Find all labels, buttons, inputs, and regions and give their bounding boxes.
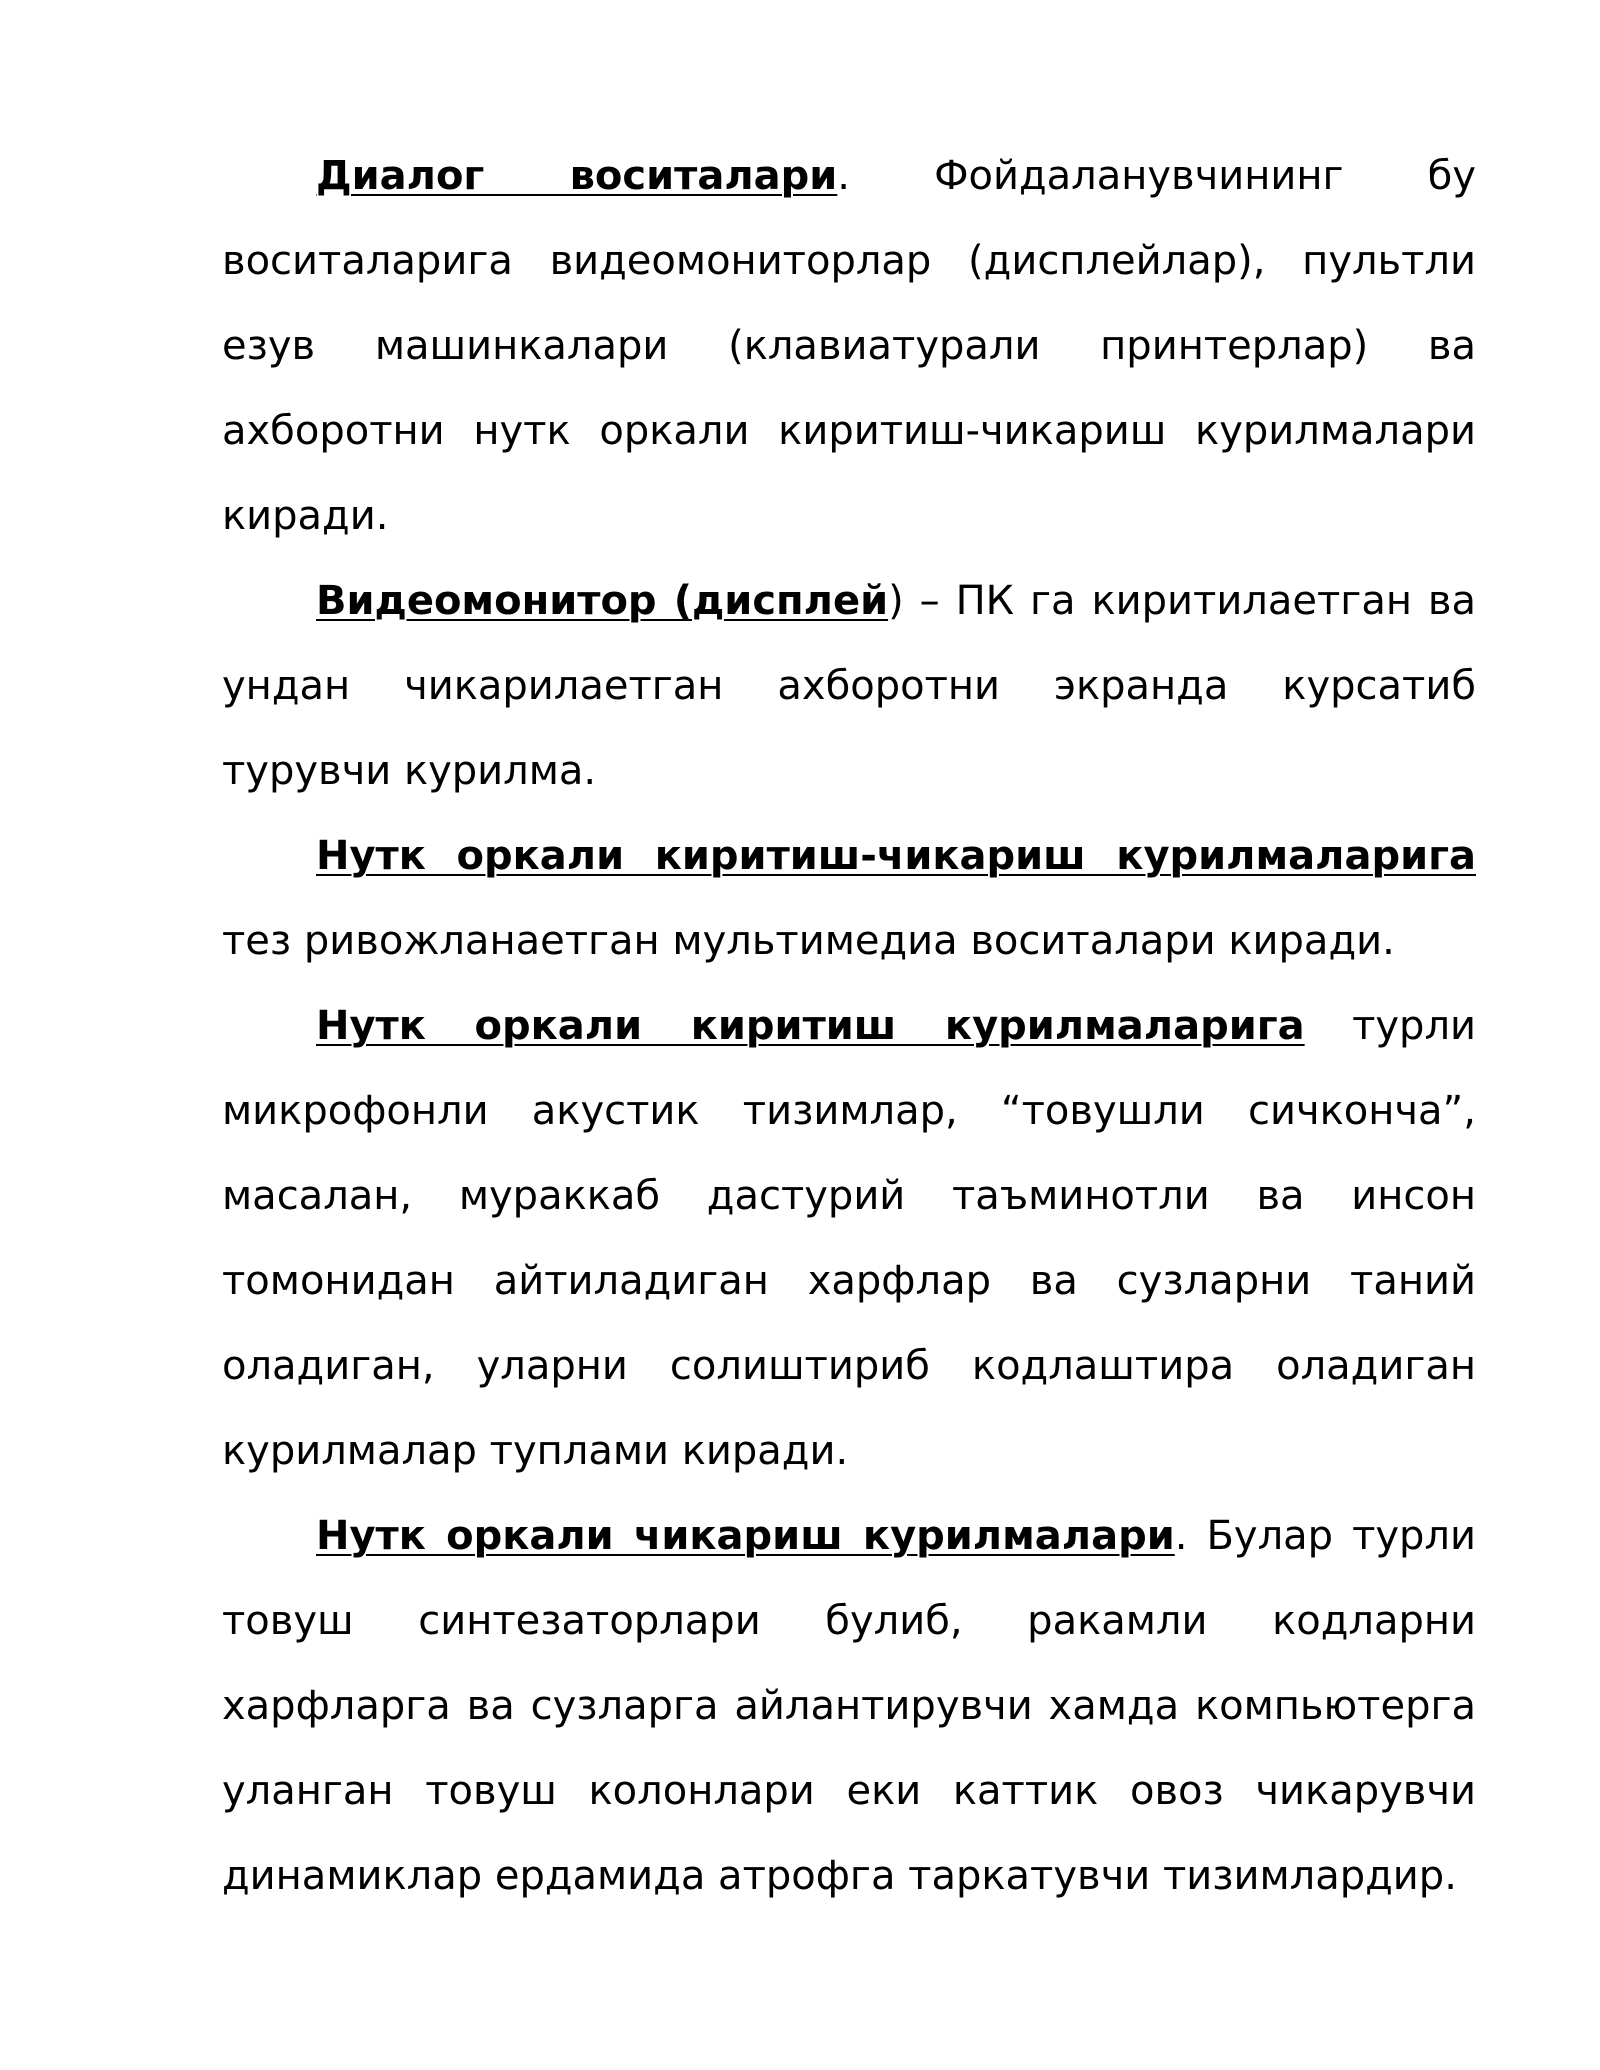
paragraph-text: ) – ПК га киритилаетган ва ундан чикарилаетган ахборотни экранда курсатиб турувчи курилма. <box>222 578 1476 794</box>
paragraph-videomonitor <box>222 559 1476 814</box>
term-speech-input: Нутк оркали киритиш курилмаларига <box>316 1003 1305 1049</box>
paragraph-text: турли микрофонли акустик тизимлар, “товушли сичконча”, масалан, мураккаб дастурий таъминотли ва инсон томонидан айтиладиган харфлар ва сузларни таний оладиган, уларни солиштириб кодлаштира оладиган курилмалар туплами киради. <box>222 1003 1476 1474</box>
paragraph-speech-io <box>222 814 1476 984</box>
document-page <box>222 134 1476 1919</box>
term-dialog-tools: Диалог воситалари <box>316 153 838 199</box>
paragraph-text: . Фойдаланувчининг бу воситаларига видеомониторлар (дисплейлар), пультли езув машинкалари (клавиатурали принтерлар) ва ахборотни нутк оркали киритиш-чикариш курилмалари киради. <box>222 153 1476 539</box>
term-speech-output: Нутк оркали чикариш курилмалари <box>316 1513 1175 1559</box>
paragraph-dialog-tools <box>222 134 1476 559</box>
term-speech-io: Нутк оркали киритиш-чикариш курилмаларига <box>316 833 1476 879</box>
paragraph-text: тез ривожланаетган мультимедиа воситалари киради. <box>222 918 1395 964</box>
paragraph-speech-output <box>222 1494 1476 1919</box>
term-videomonitor: Видеомонитор (дисплей <box>316 578 889 624</box>
paragraph-speech-input <box>222 984 1476 1494</box>
paragraph-text: . Булар турли товуш синтезаторлари булиб, ракамли кодларни харфларга ва сузларга айлантирувчи хамда компьютерга уланган товуш колонлари еки каттик овоз чикарувчи динамиклар ердамида атрофга таркатувчи тизимлардир. <box>222 1513 1476 1899</box>
